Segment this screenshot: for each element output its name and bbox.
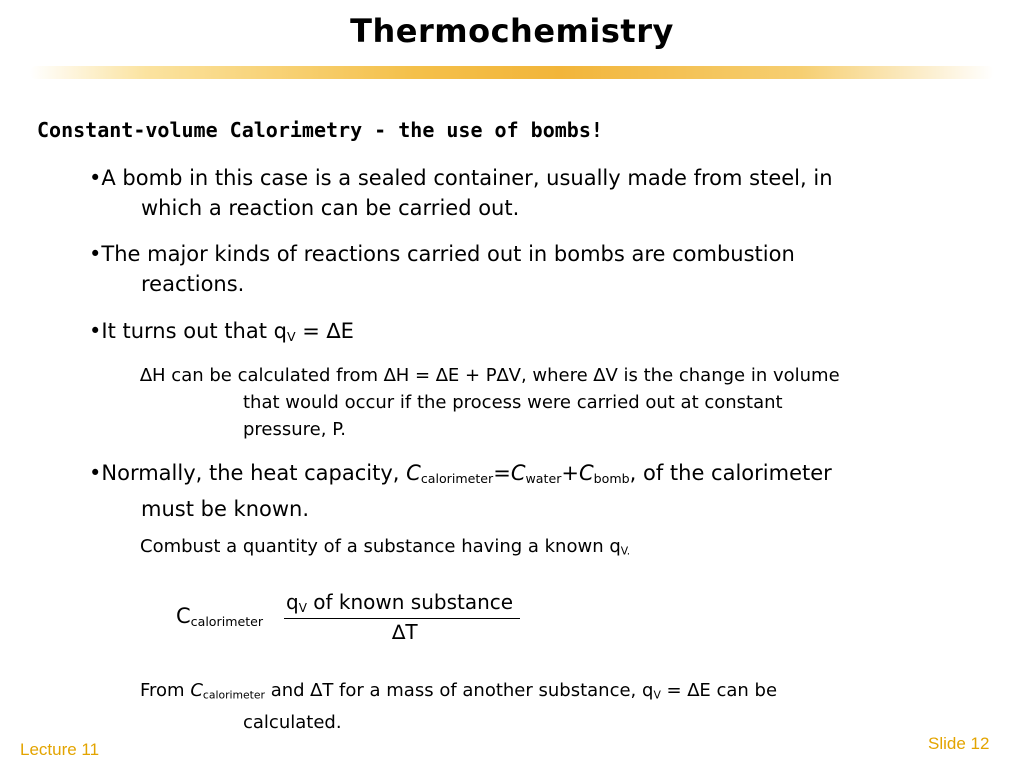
bullet-text: = ∆E (295, 319, 354, 343)
bullet-text: •It turns out that q (89, 319, 287, 343)
subpoint-text: Combust a quantity of a substance having a known q (140, 536, 621, 557)
bullet-text: •Normally, the heat capacity, (89, 461, 407, 485)
subpoint-from-calorimeter (140, 677, 960, 736)
subpoint-line: calculated. (243, 711, 342, 733)
bullet-line: •A bomb in this case is a sealed container, usually made from steel, in (89, 166, 833, 190)
subscript: water (525, 471, 562, 487)
operator: = (493, 461, 511, 485)
subpoint-line: pressure, P. (243, 419, 346, 440)
subpoint-text: and ∆T for a mass of another substance, q (264, 680, 654, 701)
symbol: q (286, 590, 299, 614)
bullet-line: must be known. (141, 497, 310, 522)
fraction-bar (284, 618, 520, 619)
symbol: C (406, 461, 421, 485)
slide-title: Thermochemistry (350, 12, 674, 50)
bullet-line: reactions. (141, 272, 245, 296)
subscript: V (653, 688, 661, 702)
footer-lecture: Lecture 11 (20, 740, 100, 759)
bullet-text: , of the calorimeter (629, 461, 832, 485)
formula-lhs (176, 604, 263, 629)
subpoint-text: From (140, 680, 191, 701)
subscript: calorimeter (190, 614, 264, 630)
title-underline (30, 66, 994, 79)
subscript: calorimeter (420, 471, 494, 487)
section-heading: Constant-volume Calorimetry - the use of bombs! (37, 118, 603, 142)
subscript: V. (620, 544, 631, 558)
bullet-line: which a reaction can be carried out. (141, 196, 520, 220)
bullet-qv-equals-de (89, 316, 949, 352)
subpoint-line: ∆H can be calculated from ∆H = ∆E + P∆V, where ∆V is the change in volume (140, 365, 840, 386)
subpoint-combust (140, 533, 630, 565)
formula-denominator: ∆T (392, 620, 418, 644)
subpoint-text: = ∆E can be (660, 680, 778, 701)
calorimeter-formula (176, 592, 536, 648)
symbol: C (579, 461, 594, 485)
subscript: V (298, 601, 307, 615)
subpoint-enthalpy (140, 362, 960, 443)
formula-numerator (286, 590, 513, 615)
subpoint-line: that would occur if the process were carried out at constant (243, 392, 783, 413)
footer-slide-number: Slide 12 (928, 734, 990, 753)
operator: + (561, 461, 579, 485)
bullet-heat-capacity (89, 458, 949, 524)
subscript: calorimeter (202, 688, 265, 702)
symbol: C (190, 680, 203, 701)
subscript: V (286, 329, 296, 345)
bullet-line: •The major kinds of reactions carried out in bombs are combustion (89, 242, 795, 266)
symbol: C (510, 461, 526, 485)
bullet-bomb-definition (89, 163, 949, 223)
subscript: bomb (593, 471, 630, 487)
symbol: C (176, 604, 191, 628)
bullet-combustion (89, 239, 949, 299)
formula-text: of known substance (306, 590, 514, 614)
